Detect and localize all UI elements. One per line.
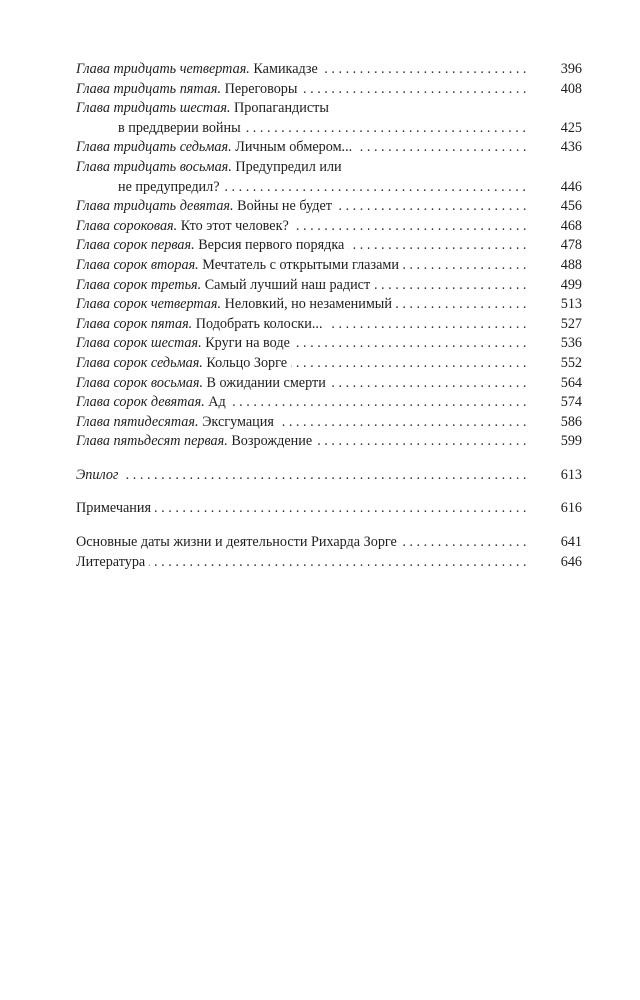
table-of-contents [76, 60, 582, 572]
chapter-title-continued: не предупредил? [118, 179, 224, 195]
toc-entry[interactable] [76, 119, 582, 139]
toc-entry-heading[interactable] [76, 99, 582, 119]
page-number: 586 [538, 413, 582, 433]
notes-title: Примечания [76, 500, 155, 516]
chapter-label: Глава сорок первая. [76, 237, 195, 254]
chapter-title: Войны не будет [237, 198, 332, 215]
page-number: 536 [538, 334, 582, 354]
toc-entry[interactable] [76, 217, 582, 237]
chapter-label: Глава пятьдесят первая. [76, 433, 228, 450]
chapter-title: Пропагандисты [234, 100, 329, 117]
chapter-title: Версия первого порядка [198, 237, 345, 254]
chapter-label: Глава сорок восьмая. [76, 374, 203, 391]
toc-entry[interactable] [76, 138, 582, 158]
toc-entry[interactable] [76, 432, 582, 452]
page-number: 446 [538, 178, 582, 198]
chapter-title: Кто этот человек? [180, 217, 289, 234]
page-number: 527 [538, 315, 582, 335]
chapter-title: Переговоры [224, 80, 298, 97]
toc-entry[interactable] [76, 80, 582, 100]
chapter-label: Глава тридцать седьмая. [76, 139, 232, 156]
toc-entry[interactable] [76, 374, 582, 394]
toc-entry-dates[interactable] [76, 533, 582, 553]
page-number: 641 [538, 533, 582, 553]
chapter-label: Глава сорок пятая. [76, 315, 193, 332]
chapter-title: Ад [208, 394, 226, 411]
page-number: 499 [538, 276, 582, 296]
chapter-label: Глава сорок вторая. [76, 256, 199, 273]
page-number: 478 [538, 236, 582, 256]
chapter-title: Неловкий, но незаменимый [224, 296, 392, 313]
chapter-title: В ожидании смерти [206, 374, 326, 391]
chapter-title: Подобрать колоски... [195, 315, 323, 332]
page-number: 425 [538, 119, 582, 139]
page-number: 513 [538, 295, 582, 315]
page-number: 488 [538, 256, 582, 276]
page-number: 396 [538, 60, 582, 80]
toc-entry[interactable] [76, 295, 582, 315]
toc-entry[interactable] [76, 236, 582, 256]
chapter-label: Глава тридцать четвертая. [76, 61, 250, 77]
chapter-title: Предупредил или [235, 158, 342, 175]
chapter-label: Глава сорок шестая. [76, 335, 202, 352]
dates-title: Основные даты жизни и деятельности Рихарда Зорге [76, 534, 401, 550]
toc-entry[interactable] [76, 60, 582, 80]
chapter-title: Самый лучший наш радист [204, 276, 371, 293]
chapter-title: Личным обмером... [235, 139, 353, 156]
chapter-label: Глава пятидесятая. [76, 413, 199, 430]
toc-entry[interactable] [76, 354, 582, 374]
spacer [76, 485, 582, 499]
page-number: 436 [538, 138, 582, 158]
page-number: 552 [538, 354, 582, 374]
chapter-label: Глава тридцать пятая. [76, 80, 222, 97]
chapter-title-continued: в преддверии войны [118, 120, 245, 136]
page-number: 613 [538, 466, 582, 486]
page-number: 616 [538, 499, 582, 519]
chapter-title: Эксгумация [202, 413, 274, 430]
chapter-label: Глава сорок седьмая. [76, 354, 203, 371]
chapter-title: Круги на воде [205, 335, 290, 352]
toc-entry-heading[interactable] [76, 158, 582, 178]
chapter-title: Мечтатель с открытыми глазами [202, 256, 399, 273]
literature-title: Литература [76, 554, 149, 570]
toc-entry-literature[interactable] [76, 553, 582, 573]
dot-leader [76, 466, 530, 486]
chapter-label: Глава тридцать девятая. [76, 198, 234, 215]
toc-entry[interactable] [76, 393, 582, 413]
chapter-title: Камикадзе [253, 61, 318, 77]
toc-entry-notes[interactable] [76, 499, 582, 519]
chapter-label: Глава сорок четвертая. [76, 296, 222, 313]
page-number: 408 [538, 80, 582, 100]
chapter-label: Глава тридцать восьмая. [76, 158, 232, 175]
chapter-label: Глава тридцать шестая. [76, 100, 231, 117]
chapter-label: Глава сороковая. [76, 217, 178, 234]
chapter-list [76, 60, 582, 452]
toc-entry[interactable] [76, 413, 582, 433]
toc-entry[interactable] [76, 334, 582, 354]
page-number: 574 [538, 393, 582, 413]
page-number: 468 [538, 217, 582, 237]
chapter-label: Глава сорок третья. [76, 276, 202, 293]
toc-entry-epilogue[interactable] [76, 466, 582, 486]
page-number: 599 [538, 432, 582, 452]
chapter-title: Кольцо Зорге [206, 354, 288, 371]
toc-entry[interactable] [76, 276, 582, 296]
toc-entry[interactable] [76, 178, 582, 198]
chapter-title: Возрождение [231, 433, 313, 450]
page-number: 456 [538, 197, 582, 217]
page-number: 564 [538, 374, 582, 394]
chapter-label: Глава сорок девятая. [76, 394, 205, 411]
spacer [76, 519, 582, 533]
toc-entry[interactable] [76, 256, 582, 276]
spacer [76, 452, 582, 466]
toc-entry[interactable] [76, 197, 582, 217]
epilogue-label: Эпилог [76, 466, 119, 483]
page-number: 646 [538, 553, 582, 573]
toc-entry[interactable] [76, 315, 582, 335]
